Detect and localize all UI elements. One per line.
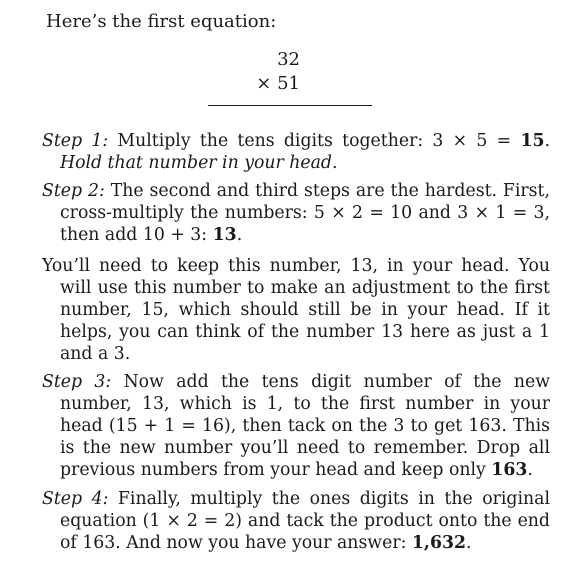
- step-3-text: Now add the tens digit number of the new number, 13, which is 1, to the first number in your head (15 + 1 = 16), then tack on the 3 to get 163. This is the new number you’ll need to remember. Drop all previous numbers from your head and keep only: [60, 372, 550, 480]
- step-1-end: .: [544, 131, 550, 151]
- step-1-text: Multiply the tens digits together: 3 × 5 =: [108, 131, 521, 151]
- step-4-paragraph: [42, 488, 550, 554]
- step-4-label: Step 4:: [42, 489, 109, 509]
- step-4-end: .: [466, 533, 472, 553]
- step-3-label: Step 3:: [42, 372, 112, 392]
- step-3-paragraph: [42, 371, 550, 481]
- step-2-paragraph: [42, 180, 550, 246]
- step-3-end: .: [527, 460, 533, 480]
- step-2-end: .: [236, 225, 243, 245]
- step-1-hold-note: Hold that number in your head.: [60, 153, 338, 173]
- step-2-result: 13: [212, 225, 237, 245]
- step-2-label: Step 2:: [42, 181, 105, 201]
- intro-text: Here’s the first equation:: [46, 11, 277, 32]
- step-4-text: Finally, multiply the ones digits in the original equation (1 × 2 = 2) and tack the product onto the end of 163. And now you have your answer:: [60, 489, 550, 553]
- explanation-paragraph: You’ll need to keep this number, 13, in your head. You will use this number to make an adjustment to the first number, 15, which should still be in your head. If it helps, you can think of the number 13 here as just a 1 and a 3.: [42, 256, 550, 364]
- step-1-paragraph: [42, 130, 550, 174]
- step-3-result: 163: [491, 460, 528, 480]
- equation-rule: [208, 105, 372, 106]
- step-1-result: 15: [520, 131, 545, 151]
- step-4-answer: 1,632: [411, 533, 467, 553]
- equation-bottom-number: × 51: [256, 73, 300, 94]
- step-2-text: The second and third steps are the hardest. First, cross-multiply the numbers: 5 × 2 = 10 and 3 × 1 = 3, then add 10 + 3:: [60, 181, 550, 245]
- step-1-label: Step 1:: [42, 131, 109, 151]
- equation-top-number: 32: [277, 49, 300, 70]
- multiplication-equation: [208, 48, 372, 96]
